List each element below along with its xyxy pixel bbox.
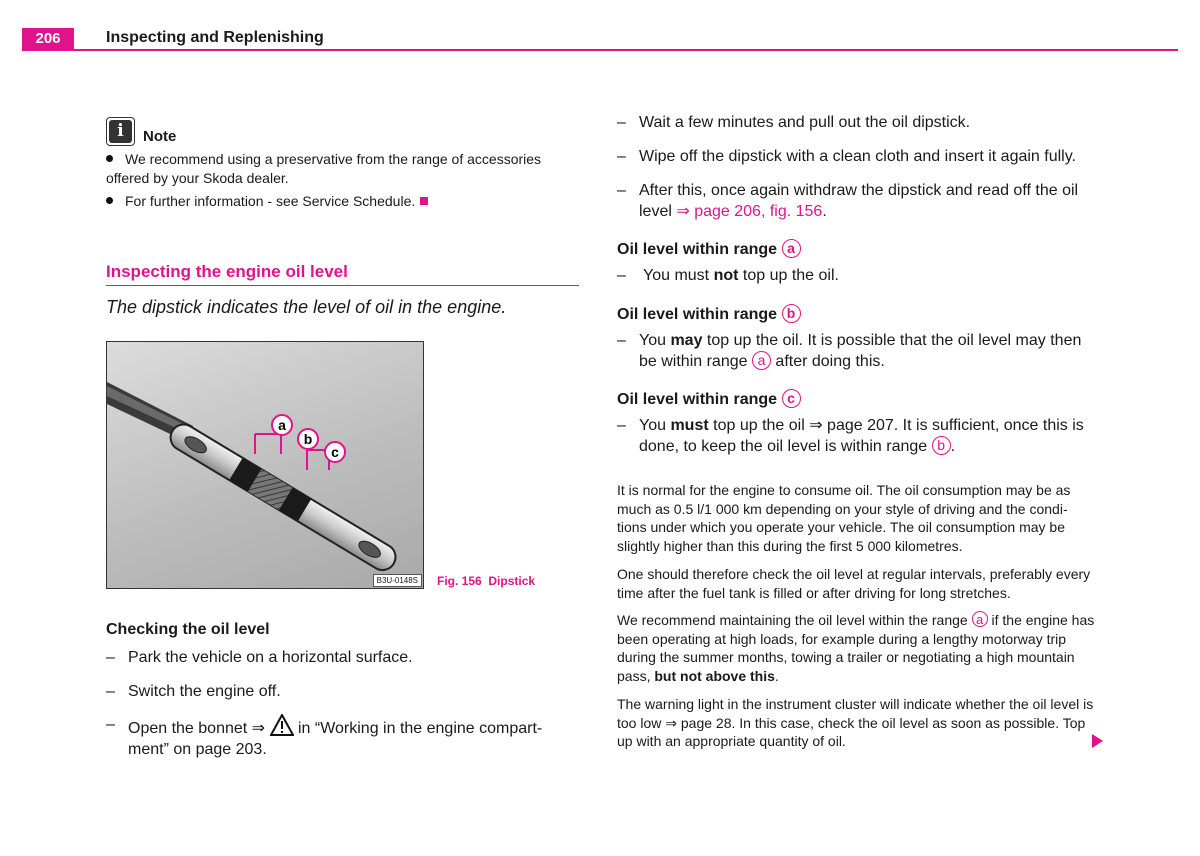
note-bullet-1: We recommend using a preservative from the range of accessories offered by your Skoda dealer.	[106, 151, 542, 186]
note-label: Note	[143, 128, 177, 145]
right-step-2: – Wipe off the dipstick with a clean cloth and insert it again fully.	[617, 148, 1076, 165]
checking-heading: Checking the oil level	[106, 621, 270, 638]
check-step-1: – Park the vehicle on a horizontal surface.	[106, 649, 413, 666]
end-marker-icon	[420, 197, 428, 205]
info-i-icon: i	[106, 117, 135, 146]
range-marker-c: c	[782, 389, 801, 408]
range-b-text: – You may top up the oil. It is possible that the oil level may then be within range a after doing this.	[617, 332, 1082, 370]
paragraph-check-regularly: One should therefore check the oil level at regular intervals, preferably every time after the fuel tank is filled or after driving for long stretches.	[617, 566, 1091, 601]
range-marker-a: a	[782, 239, 801, 258]
section-heading: Inspecting the engine oil level	[106, 262, 348, 281]
paragraph-warning-light: The warning light in the instrument cluster will indicate whether the oil level is too low ⇒ page 28. In this case, check the oil level as soon as possible. Top up with an appropriate quantity of oil.	[617, 696, 1094, 749]
range-a-text: – You must not top up the oil.	[617, 267, 839, 284]
page-number: 206	[22, 28, 74, 50]
section-rule	[106, 285, 579, 286]
range-c-text: – You must top up the oil ⇒ page 207. It is sufficient, once this is done, to keep the oil level is within range b .	[617, 417, 1084, 455]
chapter-title: Inspecting and Replenishing	[106, 29, 324, 46]
inline-marker-a: a	[972, 611, 988, 627]
paragraph-recommend-range: We recommend maintaining the oil level within the range a if the engine has been operating at high loads, for example during a lengthy motorway trip during the summer months, towing a trailer or negotiating a high mountain pass, but not above this.	[617, 612, 1095, 684]
check-step-2: – Switch the engine off.	[106, 683, 281, 700]
figure-code: B3U-0148S	[373, 574, 422, 587]
bullet-icon	[106, 197, 113, 204]
right-step-3: – After this, once again withdraw the dipstick and read off the oil level ⇒ page 206, fig. 156.	[617, 182, 1079, 220]
page-link[interactable]: ⇒ page 206, fig. 156	[676, 203, 823, 220]
note-bullet-2: For further information - see Service Schedule.	[106, 192, 576, 211]
bullet-icon	[106, 155, 113, 162]
dipstick-figure	[106, 341, 424, 589]
range-c-heading: Oil level within range c	[617, 389, 801, 409]
dipstick-illustration	[107, 342, 424, 589]
figure-caption: Fig. 156 Dipstick	[437, 574, 536, 588]
inline-marker-a: a	[752, 351, 771, 370]
paragraph-consumption: It is normal for the engine to consume oil. The oil consumption may be as much as 0.5 l/1 000 km depending on your style of driving and the condi-tions under which you operate your vehicle. The oil consumption may be slightly higher than this during the first 5 000 kilometres.	[617, 482, 1071, 554]
range-b-heading: Oil level within range b	[617, 304, 801, 324]
inline-marker-b: b	[932, 436, 951, 455]
figure-marker-b: b	[303, 431, 313, 447]
figure-marker-a: a	[278, 417, 286, 433]
section-lead: The dipstick indicates the level of oil in the engine.	[106, 297, 507, 317]
figure-marker-c: c	[331, 444, 339, 460]
right-step-1: – Wait a few minutes and pull out the oil dipstick.	[617, 114, 971, 131]
header-rule	[22, 49, 1178, 51]
range-marker-b: b	[782, 304, 801, 323]
range-a-heading: Oil level within range a	[617, 239, 801, 259]
warning-triangle-icon	[270, 714, 294, 736]
next-page-triangle-icon[interactable]	[1092, 734, 1103, 748]
check-step-3: – Open the bonnet ⇒ in “Working in the engine compart-ment” on page 203.	[106, 716, 543, 758]
